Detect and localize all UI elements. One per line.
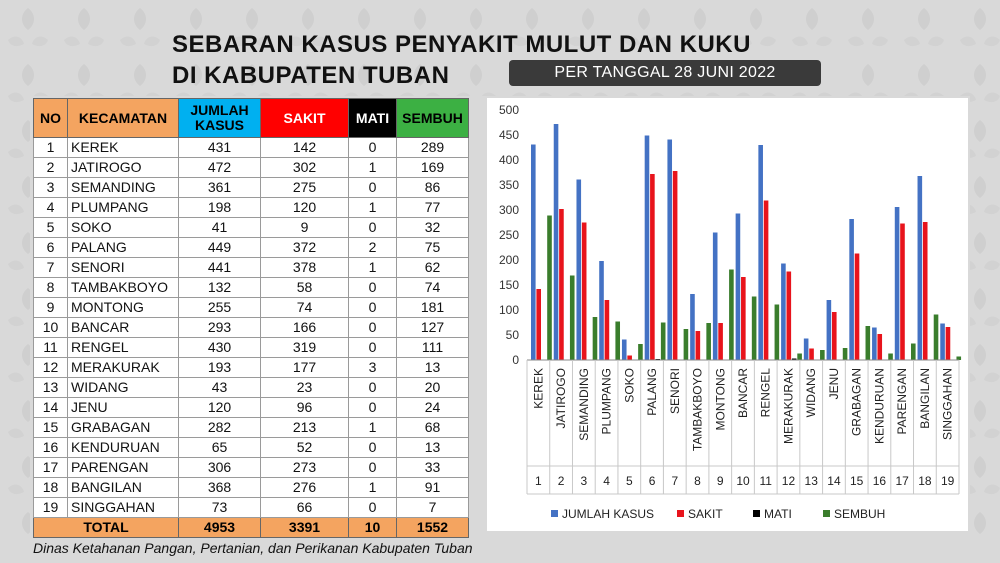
cell-mati: 0 xyxy=(349,458,397,478)
bar-jumlah-kasus xyxy=(667,140,672,361)
bar-sembuh xyxy=(547,216,552,361)
bar-jumlah-kasus xyxy=(918,176,923,360)
cell-kecamatan: BANCAR xyxy=(68,318,179,338)
cell-kecamatan: MONTONG xyxy=(68,298,179,318)
bar-sakit xyxy=(582,223,587,361)
bar-sakit xyxy=(923,222,928,360)
x-number-label: 19 xyxy=(940,474,955,488)
cell-jumlah: 472 xyxy=(179,158,261,178)
table-row xyxy=(34,258,469,278)
x-tick-label: BANGILAN xyxy=(917,368,932,429)
cell-sembuh: 68 xyxy=(397,418,469,438)
cell-no: 17 xyxy=(34,458,68,478)
page-title-line1: SEBARAN KASUS PENYAKIT MULUT DAN KUKU xyxy=(172,31,751,58)
y-tick-label: 200 xyxy=(498,253,519,267)
bar-jumlah-kasus xyxy=(576,180,581,361)
total-mati: 10 xyxy=(349,518,397,538)
bar-sakit xyxy=(900,224,905,361)
bar-jumlah-kasus xyxy=(804,339,809,361)
cell-kecamatan: SENORI xyxy=(68,258,179,278)
x-number-label: 10 xyxy=(736,474,750,488)
bar-sembuh xyxy=(615,322,620,361)
x-number-label: 8 xyxy=(694,474,701,488)
bar-sembuh xyxy=(797,354,802,361)
cell-sembuh: 86 xyxy=(397,178,469,198)
x-number-label: 6 xyxy=(648,474,656,488)
cell-mati: 0 xyxy=(349,298,397,318)
y-tick-label: 0 xyxy=(512,353,519,367)
x-number-label: 11 xyxy=(759,474,772,488)
header-sakit: SAKIT xyxy=(261,99,349,138)
total-row xyxy=(34,518,469,538)
header-sembuh: SEMBUH xyxy=(397,99,469,138)
header-kecamatan: KECAMATAN xyxy=(68,99,179,138)
cell-kecamatan: PALANG xyxy=(68,238,179,258)
cell-sakit: 166 xyxy=(261,318,349,338)
cell-sembuh: 33 xyxy=(397,458,469,478)
cell-jumlah: 41 xyxy=(179,218,261,238)
cell-sembuh: 74 xyxy=(397,278,469,298)
bar-sakit xyxy=(855,254,860,361)
x-tick-label: MONTONG xyxy=(713,368,728,431)
y-tick-label: 250 xyxy=(498,228,519,242)
total-jumlah: 4953 xyxy=(179,518,261,538)
cell-sakit: 52 xyxy=(261,438,349,458)
cell-sakit: 273 xyxy=(261,458,349,478)
header-jumlah-kasus: JUMLAH KASUS xyxy=(179,99,261,138)
cell-kecamatan: MERAKURAK xyxy=(68,358,179,378)
cell-sakit: 213 xyxy=(261,418,349,438)
cell-sembuh: 20 xyxy=(397,378,469,398)
cell-no: 14 xyxy=(34,398,68,418)
cell-sembuh: 62 xyxy=(397,258,469,278)
cell-sembuh: 77 xyxy=(397,198,469,218)
cell-jumlah: 65 xyxy=(179,438,261,458)
table-row xyxy=(34,138,469,158)
cell-jumlah: 193 xyxy=(179,358,261,378)
x-tick-label: TAMBAKBOYO xyxy=(690,368,705,452)
cell-jumlah: 43 xyxy=(179,378,261,398)
cell-jumlah: 368 xyxy=(179,478,261,498)
bar-sembuh xyxy=(638,344,643,360)
bar-sakit xyxy=(605,300,610,360)
table-row xyxy=(34,478,469,498)
cell-no: 12 xyxy=(34,358,68,378)
cell-no: 3 xyxy=(34,178,68,198)
cell-sembuh: 289 xyxy=(397,138,469,158)
cell-kecamatan: SEMANDING xyxy=(68,178,179,198)
cell-sakit: 120 xyxy=(261,198,349,218)
x-number-label: 1 xyxy=(535,474,542,488)
bar-sembuh xyxy=(843,348,848,360)
bar-jumlah-kasus xyxy=(531,145,536,361)
x-number-label: 4 xyxy=(603,474,610,488)
y-tick-label: 350 xyxy=(498,178,519,192)
cell-jumlah: 282 xyxy=(179,418,261,438)
cell-kecamatan: RENGEL xyxy=(68,338,179,358)
cell-kecamatan: KENDURUAN xyxy=(68,438,179,458)
bar-sakit xyxy=(718,323,723,360)
x-number-label: 14 xyxy=(827,474,841,488)
cell-mati: 0 xyxy=(349,378,397,398)
bar-sakit xyxy=(536,289,541,360)
page-title-line2: DI KABUPATEN TUBAN xyxy=(172,62,450,89)
cell-sakit: 9 xyxy=(261,218,349,238)
y-tick-label: 500 xyxy=(498,103,519,117)
x-tick-label: GRABAGAN xyxy=(849,368,864,437)
x-number-label: 9 xyxy=(716,474,724,488)
bar-jumlah-kasus xyxy=(622,340,627,361)
x-number-label: 17 xyxy=(895,474,909,488)
cell-sembuh: 91 xyxy=(397,478,469,498)
cell-mati: 0 xyxy=(349,218,397,238)
cell-sembuh: 111 xyxy=(397,338,469,358)
y-tick-label: 400 xyxy=(498,153,519,167)
bar-sembuh xyxy=(729,270,734,361)
bar-sembuh xyxy=(934,315,939,361)
bar-jumlah-kasus xyxy=(849,219,854,360)
cell-sembuh: 7 xyxy=(397,498,469,518)
bar-sakit xyxy=(627,356,632,361)
cell-kecamatan: TAMBAKBOYO xyxy=(68,278,179,298)
cell-no: 15 xyxy=(34,418,68,438)
bar-jumlah-kasus xyxy=(690,294,695,360)
cell-mati: 1 xyxy=(349,258,397,278)
cell-sembuh: 75 xyxy=(397,238,469,258)
cell-no: 11 xyxy=(34,338,68,358)
table-row xyxy=(34,378,469,398)
total-label: TOTAL xyxy=(34,518,179,538)
total-sembuh: 1552 xyxy=(397,518,469,538)
bar-sembuh xyxy=(866,326,871,360)
cell-jumlah: 361 xyxy=(179,178,261,198)
x-tick-label: KENDURUAN xyxy=(872,368,887,445)
table-row xyxy=(34,358,469,378)
x-tick-label: JENU xyxy=(826,368,841,400)
cell-kecamatan: KEREK xyxy=(68,138,179,158)
cell-mati: 0 xyxy=(349,338,397,358)
cell-mati: 0 xyxy=(349,318,397,338)
table-row xyxy=(34,278,469,298)
x-tick-label: PLUMPANG xyxy=(599,368,614,435)
x-number-label: 16 xyxy=(872,474,887,488)
cell-no: 1 xyxy=(34,138,68,158)
cell-kecamatan: SOKO xyxy=(68,218,179,238)
cell-sakit: 276 xyxy=(261,478,349,498)
x-tick-label: SOKO xyxy=(622,368,637,403)
table-header-row xyxy=(34,99,469,138)
bar-sembuh xyxy=(661,323,666,361)
x-tick-label: PARENGAN xyxy=(895,368,910,435)
cell-sembuh: 24 xyxy=(397,398,469,418)
bar-jumlah-kasus xyxy=(895,207,900,360)
cell-no: 9 xyxy=(34,298,68,318)
table-row xyxy=(34,498,469,518)
cell-jumlah: 430 xyxy=(179,338,261,358)
bar-sakit xyxy=(946,327,951,360)
cell-sembuh: 181 xyxy=(397,298,469,318)
cell-sembuh: 13 xyxy=(397,438,469,458)
cell-no: 19 xyxy=(34,498,68,518)
cell-sakit: 74 xyxy=(261,298,349,318)
table-row xyxy=(34,298,469,318)
x-number-label: 12 xyxy=(781,474,796,488)
bar-sembuh xyxy=(706,323,711,360)
bar-jumlah-kasus xyxy=(599,261,604,360)
cell-jumlah: 293 xyxy=(179,318,261,338)
x-number-label: 7 xyxy=(671,474,679,488)
cell-kecamatan: BANGILAN xyxy=(68,478,179,498)
bar-sembuh xyxy=(593,317,598,360)
bar-jumlah-kasus xyxy=(713,233,718,361)
bar-sakit xyxy=(832,312,837,360)
cell-mati: 1 xyxy=(349,418,397,438)
bar-sakit xyxy=(787,272,792,361)
cell-mati: 1 xyxy=(349,478,397,498)
bar-sakit xyxy=(877,334,882,360)
cell-kecamatan: JENU xyxy=(68,398,179,418)
bar-sembuh xyxy=(820,350,825,360)
cell-kecamatan: PLUMPANG xyxy=(68,198,179,218)
bar-sakit xyxy=(650,174,655,360)
cell-kecamatan: SINGGAHAN xyxy=(68,498,179,518)
legend-swatch xyxy=(677,510,684,517)
table-row xyxy=(34,178,469,198)
cell-jumlah: 73 xyxy=(179,498,261,518)
legend-label: SEMBUH xyxy=(834,507,886,521)
cell-no: 7 xyxy=(34,258,68,278)
x-number-label: 5 xyxy=(625,474,633,488)
x-tick-label: SEMANDING xyxy=(576,368,591,441)
bar-sakit xyxy=(696,331,701,360)
cell-sakit: 177 xyxy=(261,358,349,378)
bar-sembuh xyxy=(752,297,757,361)
cell-sakit: 142 xyxy=(261,138,349,158)
cell-jumlah: 132 xyxy=(179,278,261,298)
cell-mati: 0 xyxy=(349,138,397,158)
cell-mati: 0 xyxy=(349,498,397,518)
cell-no: 6 xyxy=(34,238,68,258)
cell-sakit: 23 xyxy=(261,378,349,398)
x-number-label: 15 xyxy=(850,474,864,488)
y-tick-label: 450 xyxy=(498,128,519,142)
table-row xyxy=(34,338,469,358)
bar-jumlah-kasus xyxy=(872,328,877,361)
cell-jumlah: 120 xyxy=(179,398,261,418)
cell-no: 13 xyxy=(34,378,68,398)
y-tick-label: 300 xyxy=(498,203,519,217)
cell-mati: 1 xyxy=(349,158,397,178)
bar-jumlah-kasus xyxy=(827,300,832,360)
table-row xyxy=(34,398,469,418)
cell-no: 2 xyxy=(34,158,68,178)
cell-mati: 1 xyxy=(349,198,397,218)
cell-sakit: 372 xyxy=(261,238,349,258)
cases-table xyxy=(33,98,469,538)
header-no: NO xyxy=(34,99,68,138)
cell-jumlah: 306 xyxy=(179,458,261,478)
bar-sembuh xyxy=(570,276,575,361)
cell-jumlah: 198 xyxy=(179,198,261,218)
x-number-label: 13 xyxy=(804,474,818,488)
cell-sakit: 378 xyxy=(261,258,349,278)
cell-mati: 0 xyxy=(349,398,397,418)
x-tick-label: BANCAR xyxy=(736,368,750,419)
cell-jumlah: 441 xyxy=(179,258,261,278)
cell-jumlah: 431 xyxy=(179,138,261,158)
cell-sakit: 66 xyxy=(261,498,349,518)
bar-sakit xyxy=(559,209,564,360)
cell-sakit: 275 xyxy=(261,178,349,198)
x-number-label: 2 xyxy=(557,474,565,488)
table-row xyxy=(34,218,469,238)
bar-sakit xyxy=(764,201,769,361)
total-sakit: 3391 xyxy=(261,518,349,538)
x-number-label: 18 xyxy=(918,474,932,488)
cell-no: 4 xyxy=(34,198,68,218)
cell-kecamatan: GRABAGAN xyxy=(68,418,179,438)
x-tick-label: RENGEL xyxy=(758,368,773,418)
x-tick-label: JATIROGO xyxy=(554,368,569,429)
bar-sakit xyxy=(741,277,746,360)
x-number-label: 3 xyxy=(580,474,588,488)
date-badge: PER TANGGAL 28 JUNI 2022 xyxy=(509,60,821,86)
legend-swatch xyxy=(823,510,830,517)
bar-sembuh xyxy=(956,357,961,361)
legend-label: MATI xyxy=(764,507,792,521)
bar-sembuh xyxy=(911,344,916,361)
cell-mati: 2 xyxy=(349,238,397,258)
x-tick-label: PALANG xyxy=(645,368,660,416)
bar-jumlah-kasus xyxy=(736,214,741,361)
table-row xyxy=(34,238,469,258)
x-tick-label: SINGGAHAN xyxy=(940,368,955,441)
cell-no: 18 xyxy=(34,478,68,498)
x-tick-label: SENORI xyxy=(667,368,682,415)
table-row xyxy=(34,198,469,218)
chart-panel xyxy=(487,98,968,531)
bar-jumlah-kasus xyxy=(758,145,763,360)
x-tick-label: WIDANG xyxy=(804,368,819,418)
cell-jumlah: 255 xyxy=(179,298,261,318)
table-row xyxy=(34,158,469,178)
legend-label: JUMLAH KASUS xyxy=(562,507,655,521)
legend-label: SAKIT xyxy=(688,507,723,521)
cell-mati: 0 xyxy=(349,278,397,298)
bar-chart xyxy=(487,98,968,531)
bar-jumlah-kasus xyxy=(554,124,559,360)
x-tick-label: KEREK xyxy=(531,368,546,409)
header-mati: MATI xyxy=(349,99,397,138)
cell-sakit: 96 xyxy=(261,398,349,418)
cell-kecamatan: JATIROGO xyxy=(68,158,179,178)
cell-mati: 0 xyxy=(349,438,397,458)
table-row xyxy=(34,438,469,458)
bar-sembuh xyxy=(775,305,780,361)
cell-sakit: 302 xyxy=(261,158,349,178)
cell-kecamatan: PARENGAN xyxy=(68,458,179,478)
x-tick-label: MERAKURAK xyxy=(781,368,796,445)
bar-jumlah-kasus xyxy=(781,264,786,361)
legend-swatch xyxy=(753,510,760,517)
cell-sembuh: 127 xyxy=(397,318,469,338)
cell-no: 16 xyxy=(34,438,68,458)
bar-sembuh xyxy=(888,354,893,361)
bar-jumlah-kasus xyxy=(940,324,945,361)
cell-mati: 0 xyxy=(349,178,397,198)
bar-sakit xyxy=(673,171,678,360)
cell-kecamatan: WIDANG xyxy=(68,378,179,398)
source-credit: Dinas Ketahanan Pangan, Pertanian, dan Perikanan Kabupaten Tuban xyxy=(33,540,473,556)
cell-sakit: 319 xyxy=(261,338,349,358)
bar-sakit xyxy=(809,349,814,361)
cell-no: 5 xyxy=(34,218,68,238)
cell-no: 8 xyxy=(34,278,68,298)
cell-mati: 3 xyxy=(349,358,397,378)
table-row xyxy=(34,418,469,438)
cell-jumlah: 449 xyxy=(179,238,261,258)
table-row xyxy=(34,458,469,478)
bar-jumlah-kasus xyxy=(645,136,650,361)
y-tick-label: 150 xyxy=(498,278,519,292)
cell-no: 10 xyxy=(34,318,68,338)
cell-sakit: 58 xyxy=(261,278,349,298)
legend-swatch xyxy=(551,510,558,517)
y-tick-label: 100 xyxy=(498,303,519,317)
cell-sembuh: 169 xyxy=(397,158,469,178)
cell-sembuh: 13 xyxy=(397,358,469,378)
table-row xyxy=(34,318,469,338)
cell-sembuh: 32 xyxy=(397,218,469,238)
bar-sembuh xyxy=(684,329,689,360)
y-tick-label: 50 xyxy=(505,328,519,342)
